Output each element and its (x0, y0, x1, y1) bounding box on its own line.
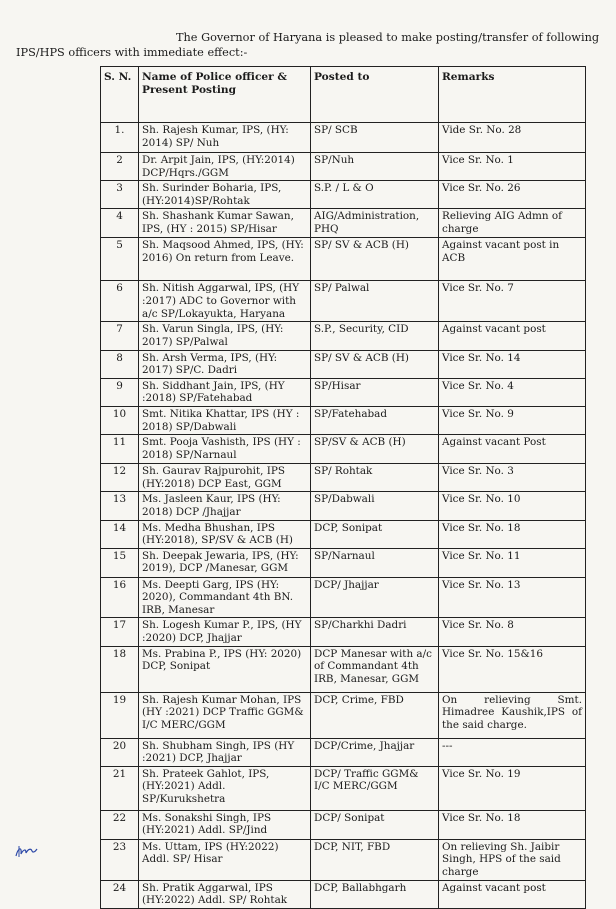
cell-officer: Ms. Prabina P., IPS (HY: 2020) DCP, Sonipat (139, 646, 311, 692)
cell-sn: 24 (101, 880, 139, 908)
cell-remarks: Vice Sr. No. 4 (439, 378, 586, 406)
cell-remarks: Vice Sr. No. 26 (439, 181, 586, 209)
cell-officer: Dr. Arpit Jain, IPS, (HY:2014) DCP/Hqrs./GGM (139, 153, 311, 181)
cell-officer: Ms. Sonakshi Singh, IPS (HY:2021) Addl. SP/Jind (139, 810, 311, 839)
table-row (101, 281, 586, 322)
cell-posted: AIG/Administration, PHQ (311, 209, 439, 238)
cell-posted: DCP, Crime, FBD (311, 692, 439, 738)
cell-sn: 14 (101, 520, 139, 548)
cell-remarks: Vice Sr. No. 11 (439, 548, 586, 577)
cell-posted: SP/Fatehabad (311, 406, 439, 434)
table-row (101, 577, 586, 618)
table-row (101, 766, 586, 810)
cell-posted: S.P. / L & O (311, 181, 439, 209)
posting-table (100, 66, 586, 909)
cell-officer: Sh. Nitish Aggarwal, IPS, (HY :2017) ADC to Governor with a/c SP/Lokayukta, Haryana (139, 281, 311, 322)
cell-sn: 4 (101, 209, 139, 238)
cell-officer: Sh. Maqsood Ahmed, IPS, (HY: 2016) On return from Leave. (139, 238, 311, 281)
cell-sn: 5 (101, 238, 139, 281)
table-row (101, 464, 586, 492)
cell-officer: Ms. Deepti Garg, IPS (HY: 2020), Commandant 4th BN. IRB, Manesar (139, 577, 311, 618)
cell-posted: DCP, Sonipat (311, 520, 439, 548)
cell-sn: 16 (101, 577, 139, 618)
cell-posted: S.P., Security, CID (311, 322, 439, 350)
cell-officer: Sh. Surinder Boharia, IPS, (HY:2014)SP/Rohtak (139, 181, 311, 209)
table-row (101, 322, 586, 350)
table-row (101, 406, 586, 434)
table-row (101, 492, 586, 520)
table-row (101, 209, 586, 238)
cell-posted: SP/Dabwali (311, 492, 439, 520)
cell-posted: DCP, Ballabhgarh (311, 880, 439, 908)
cell-posted: SP/Nuh (311, 153, 439, 181)
cell-posted: SP/SV & ACB (H) (311, 435, 439, 464)
cell-remarks: Vice Sr. No. 15&16 (439, 646, 586, 692)
cell-remarks: Against vacant post (439, 880, 586, 908)
cell-remarks: Vice Sr. No. 18 (439, 520, 586, 548)
table-row (101, 153, 586, 181)
cell-officer: Sh. Arsh Verma, IPS, (HY: 2017) SP/C. Dadri (139, 350, 311, 378)
cell-sn: 2 (101, 153, 139, 181)
header-officer: Name of Police officer & Present Posting (139, 67, 311, 123)
cell-remarks: Vice Sr. No. 1 (439, 153, 586, 181)
table-row (101, 692, 586, 738)
signature-mark (14, 842, 38, 860)
cell-officer: Sh. Rajesh Kumar Mohan, IPS (HY :2021) DCP Traffic GGM& I/C MERC/GGM (139, 692, 311, 738)
cell-sn: 17 (101, 618, 139, 646)
cell-remarks: Vice Sr. No. 13 (439, 577, 586, 618)
cell-remarks: Relieving AIG Admn of charge (439, 209, 586, 238)
cell-remarks: On relieving Smt. Himadree Kaushik,IPS of the said charge. (439, 692, 586, 738)
cell-officer: Smt. Pooja Vashisth, IPS (HY : 2018) SP/Narnaul (139, 435, 311, 464)
table-row (101, 810, 586, 839)
table-row (101, 350, 586, 378)
cell-posted: SP/ SCB (311, 123, 439, 153)
cell-sn: 18 (101, 646, 139, 692)
cell-posted: SP/Narnaul (311, 548, 439, 577)
cell-remarks: Vice Sr. No. 14 (439, 350, 586, 378)
cell-officer: Sh. Deepak Jewaria, IPS, (HY: 2019), DCP /Manesar, GGM (139, 548, 311, 577)
table-row (101, 238, 586, 281)
header-sn: S. N. (101, 67, 139, 123)
cell-posted: SP/Charkhi Dadri (311, 618, 439, 646)
table-row (101, 880, 586, 908)
table-row (101, 378, 586, 406)
table-row (101, 618, 586, 646)
cell-sn: 8 (101, 350, 139, 378)
cell-sn: 21 (101, 766, 139, 810)
cell-remarks: Vice Sr. No. 10 (439, 492, 586, 520)
cell-sn: 6 (101, 281, 139, 322)
header-posted: Posted to (311, 67, 439, 123)
cell-remarks: Vide Sr. No. 28 (439, 123, 586, 153)
cell-sn: 9 (101, 378, 139, 406)
table-row (101, 839, 586, 880)
cell-officer: Sh. Pratik Aggarwal, IPS (HY:2022) Addl. SP/ Rohtak (139, 880, 311, 908)
cell-remarks: Against vacant Post (439, 435, 586, 464)
cell-sn: 1. (101, 123, 139, 153)
cell-officer: Sh. Prateek Gahlot, IPS, (HY:2021) Addl. SP/Kurukshetra (139, 766, 311, 810)
cell-officer: Ms. Jasleen Kaur, IPS (HY: 2018) DCP /Jhajjar (139, 492, 311, 520)
table-row (101, 435, 586, 464)
table-row (101, 520, 586, 548)
cell-sn: 23 (101, 839, 139, 880)
cell-officer: Sh. Gaurav Rajpurohit, IPS (HY:2018) DCP East, GGM (139, 464, 311, 492)
table-row (101, 123, 586, 153)
cell-sn: 19 (101, 692, 139, 738)
cell-officer: Sh. Logesh Kumar P., IPS, (HY :2020) DCP, Jhajjar (139, 618, 311, 646)
cell-officer: Sh. Rajesh Kumar, IPS, (HY: 2014) SP/ Nuh (139, 123, 311, 153)
cell-sn: 10 (101, 406, 139, 434)
table-row (101, 738, 586, 766)
cell-officer: Ms. Medha Bhushan, IPS (HY:2018), SP/SV & ACB (H) (139, 520, 311, 548)
cell-sn: 12 (101, 464, 139, 492)
cell-posted: DCP/ Jhajjar (311, 577, 439, 618)
cell-sn: 7 (101, 322, 139, 350)
table-row (101, 646, 586, 692)
cell-sn: 13 (101, 492, 139, 520)
cell-sn: 15 (101, 548, 139, 577)
cell-officer: Sh. Siddhant Jain, IPS, (HY :2018) SP/Fatehabad (139, 378, 311, 406)
cell-posted: SP/ Rohtak (311, 464, 439, 492)
cell-remarks: --- (439, 738, 586, 766)
intro-paragraph: The Governor of Haryana is pleased to make posting/transfer of following IPS/HPS officers with immediate effect:- (16, 31, 600, 59)
cell-sn: 11 (101, 435, 139, 464)
cell-sn: 22 (101, 810, 139, 839)
cell-officer: Sh. Varun Singla, IPS, (HY: 2017) SP/Palwal (139, 322, 311, 350)
cell-remarks: Vice Sr. No. 18 (439, 810, 586, 839)
cell-officer: Sh. Shubham Singh, IPS (HY :2021) DCP, Jhajjar (139, 738, 311, 766)
cell-posted: SP/ SV & ACB (H) (311, 350, 439, 378)
cell-posted: DCP, NIT, FBD (311, 839, 439, 880)
cell-posted: SP/ Palwal (311, 281, 439, 322)
cell-remarks: Vice Sr. No. 8 (439, 618, 586, 646)
cell-remarks: Vice Sr. No. 3 (439, 464, 586, 492)
table-header-row (101, 67, 586, 123)
cell-posted: SP/Hisar (311, 378, 439, 406)
cell-sn: 20 (101, 738, 139, 766)
cell-posted: DCP/ Traffic GGM& I/C MERC/GGM (311, 766, 439, 810)
table-row (101, 181, 586, 209)
cell-officer: Smt. Nitika Khattar, IPS (HY : 2018) SP/Dabwali (139, 406, 311, 434)
header-remarks: Remarks (439, 67, 586, 123)
cell-sn: 3 (101, 181, 139, 209)
cell-remarks: On relieving Sh. Jaibir Singh, HPS of the said charge (439, 839, 586, 880)
cell-remarks: Vice Sr. No. 7 (439, 281, 586, 322)
cell-posted: DCP/Crime, Jhajjar (311, 738, 439, 766)
cell-officer: Ms. Uttam, IPS (HY:2022) Addl. SP/ Hisar (139, 839, 311, 880)
cell-remarks: Vice Sr. No. 19 (439, 766, 586, 810)
table-row (101, 548, 586, 577)
cell-remarks: Against vacant post in ACB (439, 238, 586, 281)
cell-remarks: Against vacant post (439, 322, 586, 350)
cell-remarks: Vice Sr. No. 9 (439, 406, 586, 434)
cell-posted: DCP Manesar with a/c of Commandant 4th IRB, Manesar, GGM (311, 646, 439, 692)
cell-posted: DCP/ Sonipat (311, 810, 439, 839)
cell-posted: SP/ SV & ACB (H) (311, 238, 439, 281)
cell-officer: Sh. Shashank Kumar Sawan, IPS, (HY : 2015) SP/Hisar (139, 209, 311, 238)
